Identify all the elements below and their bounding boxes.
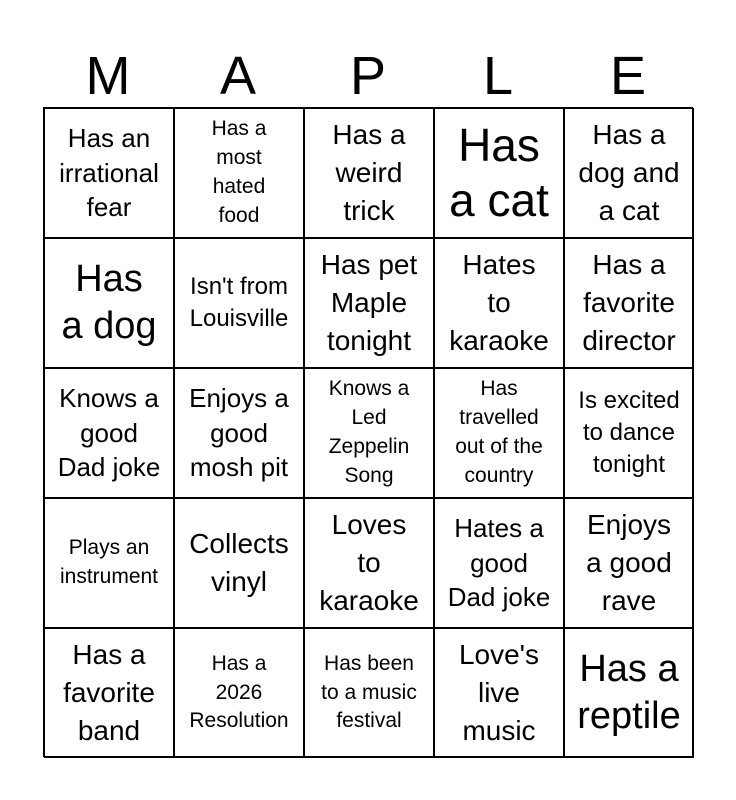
cell-text: Has travelled out of the country [455,377,543,487]
bingo-cell-r3-c5[interactable] [564,368,694,498]
header-letter-e: E [609,46,647,106]
cell-text: Has a dog and a cat [578,119,680,226]
cell-text: Loves to karaoke [319,509,419,616]
cell-text: Has a weird trick [332,119,406,226]
cell-text: Has a most hated food [211,117,267,227]
cell-text: Has a 2026 Resolution [189,651,289,733]
bingo-cell-r2-c3[interactable] [304,238,434,368]
cell-text: Knows a good Dad joke [57,383,161,483]
bingo-cell-r5-c3[interactable] [304,628,434,758]
bingo-cell-r2-c1[interactable] [44,238,174,368]
bingo-cell-r1-c2[interactable] [174,108,304,238]
bingo-cell-r4-c3[interactable] [304,498,434,628]
bingo-cell-r5-c5[interactable] [564,628,694,758]
cell-text: Has a reptile [577,647,681,737]
bingo-cell-r5-c2[interactable] [174,628,304,758]
cell-text: Has been to a music festival [321,651,417,733]
bingo-cell-r2-c2[interactable] [174,238,304,368]
bingo-cell-r5-c4[interactable] [434,628,564,758]
bingo-header [43,44,693,108]
cell-text: Is excited to dance tonight [578,387,680,478]
cell-text: Enjoys a good rave [586,509,672,616]
cell-text: Isn't from Louisville [189,273,289,332]
cell-text: Has a dog [61,257,157,347]
header-letter-l: L [482,46,514,106]
cell-text: Has an irrational fear [59,123,159,223]
cell-text: Has pet Maple tonight [320,249,418,356]
bingo-cell-r3-c1[interactable] [44,368,174,498]
cell-text: Has a cat [449,118,549,226]
bingo-cell-r1-c4[interactable] [434,108,564,238]
bingo-cell-r3-c4[interactable] [434,368,564,498]
bingo-cell-r3-c3[interactable] [304,368,434,498]
bingo-cell-r4-c2[interactable] [174,498,304,628]
cell-text: Hates a good Dad joke [447,513,551,613]
bingo-cell-r3-c2[interactable] [174,368,304,498]
bingo-cell-r5-c1[interactable] [44,628,174,758]
cell-text: Enjoys a good mosh pit [189,383,289,483]
cell-text: Knows a Led Zeppelin Song [328,377,410,487]
bingo-cell-r2-c4[interactable] [434,238,564,368]
cell-text: Plays an instrument [59,536,159,588]
bingo-cell-r2-c5[interactable] [564,238,694,368]
cell-text: Has a favorite director [582,249,676,356]
bingo-cell-r4-c4[interactable] [434,498,564,628]
cell-text: Hates to karaoke [449,249,549,356]
header-letter-p: P [349,46,387,106]
cell-text: Collects vinyl [189,528,289,597]
cell-text: Love's live music [458,639,540,746]
bingo-cell-r1-c5[interactable] [564,108,694,238]
bingo-cell-r1-c1[interactable] [44,108,174,238]
bingo-cell-r4-c5[interactable] [564,498,694,628]
cell-text: Has a favorite band [63,639,155,746]
header-letter-m: M [85,46,131,106]
bingo-cell-r4-c1[interactable] [44,498,174,628]
bingo-board [43,107,693,757]
bingo-cell-r1-c3[interactable] [304,108,434,238]
header-letter-a: A [219,46,257,106]
